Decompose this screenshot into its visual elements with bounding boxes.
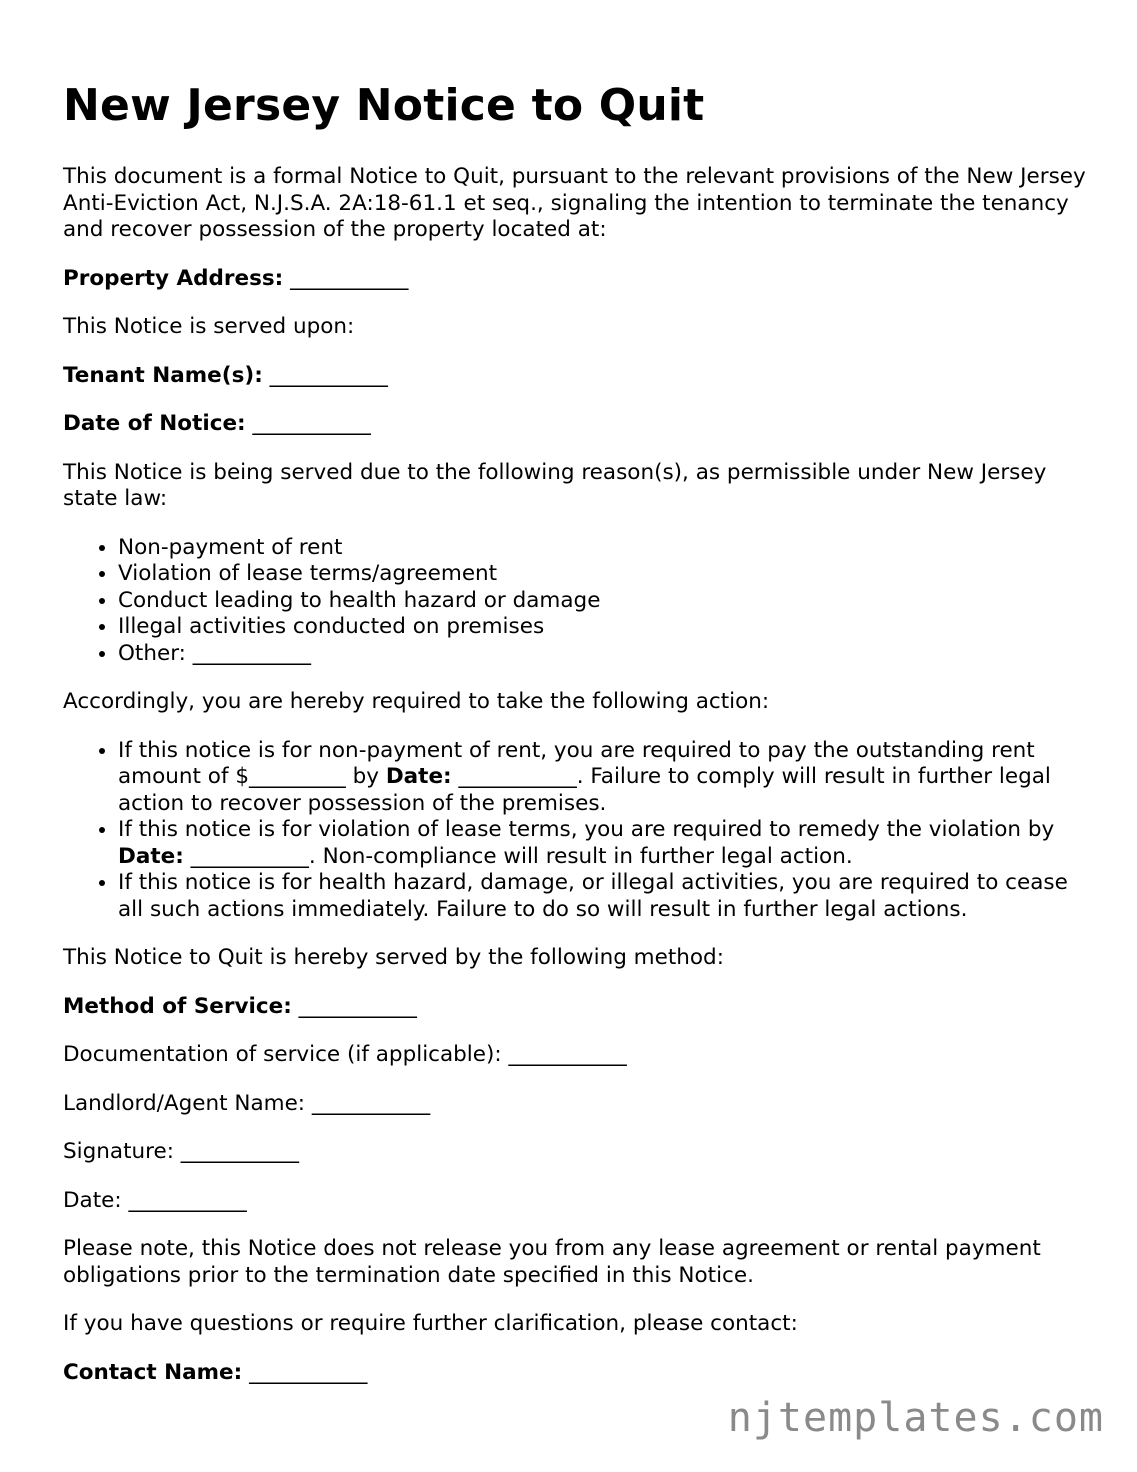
reason-item: • Non-payment of rent — [118, 535, 1093, 562]
date-of-notice-label: Date of Notice: — [63, 411, 246, 436]
action-lease-date-label: Date: — [118, 843, 184, 869]
landlord-name-line: Landlord/Agent Name: ___________ — [63, 1090, 431, 1116]
action-rent-text: If this notice is for non-payment of rent, you are required to pay the outstanding rent amount of $_________ by — [118, 737, 1035, 789]
signature-line: Signature: ___________ — [63, 1139, 300, 1164]
served-upon-text: This Notice is served upon: — [63, 314, 355, 339]
date-of-notice-blank: ___________ — [245, 411, 371, 436]
action-lease-tail: ___________. Non-compliance will result in further legal action. — [183, 843, 853, 869]
method-of-service-blank: ___________ — [291, 993, 417, 1019]
reasons-list — [63, 535, 1093, 668]
date-of-notice-line — [63, 411, 1093, 438]
actions-list — [63, 738, 1093, 924]
method-intro: This Notice to Quit is hereby served by the following method: — [63, 945, 724, 970]
reasons-intro: This Notice is being served due to the following reason(s), as permissible under New Jersey state law: — [63, 459, 1047, 511]
action-lease-text: If this notice is for violation of lease terms, you are required to remedy the violation by — [118, 817, 1055, 842]
questions-text: If you have questions or require further clarification, please contact: — [63, 1311, 798, 1336]
reason-item: • Other: ___________ — [118, 641, 1093, 668]
intro-paragraph: This document is a formal Notice to Quit, pursuant to the relevant provisions of the New Jersey Anti-Eviction Act, N.J.S.A. 2A:18-61.1 et seq., signaling the intention to terminate the tenancy and recover possession of the property located at: — [63, 164, 1086, 242]
property-address-line — [63, 266, 1093, 293]
notice-document — [63, 78, 1093, 1408]
tenant-names-line — [63, 363, 1093, 390]
page-title: New Jersey Notice to Quit — [63, 80, 705, 131]
contact-name-blank: ___________ — [242, 1359, 368, 1385]
action-item-lease — [118, 817, 1093, 870]
date-line: Date: ___________ — [63, 1187, 247, 1213]
property-address-blank: ___________ — [283, 265, 409, 291]
contact-name-line — [63, 1360, 1093, 1387]
contact-name-label: Contact Name: — [63, 1359, 243, 1385]
tenant-names-label: Tenant Name(s): — [63, 362, 263, 388]
site-watermark: njtemplates.com — [727, 1395, 1104, 1441]
reason-item: • Illegal activities conducted on premises — [118, 614, 1093, 641]
method-of-service-label: Method of Service: — [63, 993, 292, 1019]
reason-item: • Conduct leading to health hazard or damage — [118, 588, 1093, 615]
action-item-rent — [118, 738, 1093, 818]
action-rent-tail: ___________. Failure to comply will result in further legal action to recover possession of the premises. — [118, 764, 1051, 816]
reason-item: • Violation of lease terms/agreement — [118, 561, 1093, 588]
property-address-label: Property Address: — [63, 265, 284, 291]
action-item-hazard: • If this notice is for health hazard, damage, or illegal activities, you are required to cease all such actions immediately. Failure to do so will result in further legal actions. — [118, 870, 1093, 923]
action-rent-date-label: Date: — [385, 764, 452, 789]
tenant-names-blank: ___________ — [262, 362, 388, 388]
note-paragraph: Please note, this Notice does not release you from any lease agreement or rental payment obligations prior to the termination date specified in this Notice. — [63, 1236, 1041, 1288]
method-of-service-line — [63, 994, 1093, 1021]
documentation-line: Documentation of service (if applicable): ___________ — [63, 1042, 627, 1067]
actions-intro: Accordingly, you are hereby required to take the following action: — [63, 689, 770, 714]
